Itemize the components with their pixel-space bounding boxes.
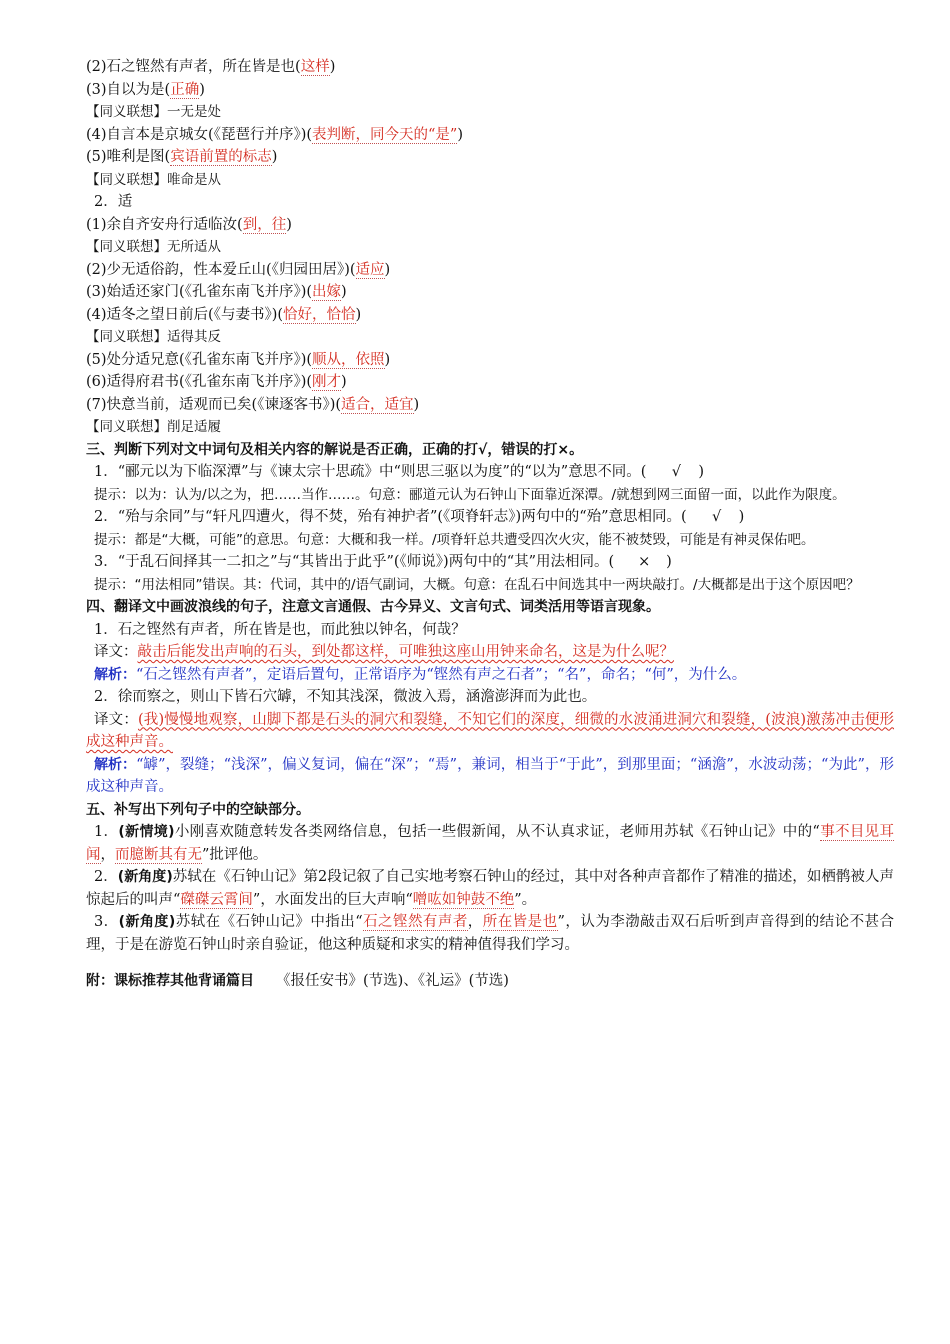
analysis-text: “石之铿然有声者”，定语后置句，正常语序为“铿然有声之石者”；“名”，命名；“何”，为什么。 — [136, 666, 747, 683]
answer-text: 事不目见耳闻 — [86, 824, 894, 863]
item-line: (3)自以为是(正确) — [86, 81, 205, 98]
translation: 译文：敲击后能发出声响的石头，到处都这样，可唯独这座山用钟来命名，这是为什么呢？ — [94, 644, 674, 660]
appendix-label: 附：课标推荐其他背诵篇目 — [86, 973, 254, 989]
synonym-tag: 【同义联想】无所适从 — [86, 239, 221, 255]
appendix — [86, 970, 894, 993]
question: 3．“于乱石间择其一二扣之”与“其皆出于此乎”(《师说》)两句中的“其”用法相同。( × ) — [86, 551, 894, 574]
answer-text: 刚才 — [312, 374, 342, 390]
word-heading: 2．适 — [94, 194, 133, 210]
answer-text: 正确 — [170, 81, 200, 98]
answer-text: 而臆断其有无 — [115, 846, 202, 863]
appendix-items: 《报任安书》(节选)、《礼运》(节选) — [276, 973, 509, 989]
answer-text: 噌吰如钟鼓不绝 — [412, 891, 515, 908]
synonym-tag: 【同义联想】唯命是从 — [86, 171, 221, 188]
analysis-text: “罅”，裂缝；“浅深”，偏义复词，偏在“深”；“焉”，兼词，相当于“于此”，到那里面；“涵澹”，水波动荡；“为此”，形成这种声音。 — [86, 756, 894, 795]
hint-text: 提示：以为：认为/以之为，把……当作……。句意：郦道元认为石钟山下面靠近深潭。/就想到网三面留一面，以此作为限度。 — [94, 486, 846, 503]
spacer — [86, 956, 894, 970]
answer-text: 石之铿然有声者 — [362, 914, 468, 930]
judge-mark: × — [638, 554, 651, 570]
question: 2．徐而察之，则山下皆石穴罅，不知其浅深，微波入焉，涵澹澎湃而为此也。 — [94, 689, 597, 705]
answer-text: 恰好，恰恰 — [283, 306, 356, 323]
section-heading: 五、补写出下列句子中的空缺部分。 — [86, 801, 310, 818]
item-line: (5)唯利是图(宾语前置的标志) — [86, 149, 278, 165]
judge-mark: √ — [712, 509, 722, 525]
analysis-label: 解析： — [94, 666, 136, 683]
judge-mark: √ — [671, 464, 681, 480]
hint-text: 提示：“用法相同”错误。其：代词，其中的/语气副词，大概。句意：在乱石中间选其中一两块敲打。/大概都是出于这个原因吧？ — [94, 576, 860, 593]
section-heading: 四、翻译文中画波浪线的句子，注意文言通假、古今异义、文言句式、词类活用等语言现象。 — [86, 599, 660, 615]
translation: 译文：(我)慢慢地观察，山脚下都是石头的洞穴和裂缝，不知它们的深度，细微的水波涌进洞穴和裂缝，(波浪)激荡冲击便形成这种声音。 — [86, 711, 895, 750]
item-line: (5)处分适兄意(《孔雀东南飞并序》)(顺从，依照) — [86, 351, 391, 368]
answer-text: 所在皆是也 — [482, 914, 558, 930]
document-page — [86, 56, 894, 993]
question: 1．(新情境)小刚喜欢随意转发各类网络信息，包括一些假新闻，从不认真求证，老师用苏轼《石钟山记》中的“事不目见耳闻，而臆断其有无”批评他。 — [86, 824, 894, 863]
question: 1．“郦元以为下临深潭”与《谏太宗十思疏》中“则思三驱以为度”的“以为”意思不同。( √ ) — [86, 461, 894, 484]
question: 3．(新角度)苏轼在《石钟山记》中指出“石之铿然有声者，所在皆是也”，认为李渤敲击双石后听到声音得到的结论不甚合理，于是在游览石钟山时亲自验证，他这种质疑和求实的精神值得我们学习。 — [86, 914, 895, 953]
item-line: (3)始适还家门(《孔雀东南飞并序》)(出嫁) — [86, 284, 347, 300]
item-line: (4)自言本是京城女(《琵琶行并序》)(表判断，同今天的“是”) — [86, 126, 464, 143]
analysis — [86, 664, 894, 687]
answer-text: 适应 — [355, 261, 385, 278]
question: 2．(新角度)苏轼在《石钟山记》第2段记叙了自己实地考察石钟山的经过，其中对各种声音都作了精准的描述，如栖鹘被人声惊起后的叫声“磔磔云霄间”，水面发出的巨大声响“噌吰如钟鼓不绝”。 — [86, 869, 894, 908]
item-line: (7)快意当前，适观而已矣(《谏逐客书》)(适合，适宜) — [86, 396, 420, 413]
answer-text: 出嫁 — [312, 284, 342, 300]
item-line: (1)余自齐安舟行适临汝(到，往) — [86, 216, 292, 233]
answer-text: 宾语前置的标志 — [170, 149, 272, 165]
answer-text: 这样 — [300, 59, 330, 75]
analysis — [86, 754, 894, 799]
answer-text: 顺从，依照 — [312, 351, 385, 368]
answer-text: 表判断，同今天的“是” — [312, 126, 458, 143]
hint-text: 提示：都是“大概，可能”的意思。句意：大概和我一样。/项脊轩总共遭受四次火灾，能不被焚毁，可能是有神灵保佑吧。 — [94, 531, 815, 548]
section-heading: 三、判断下列对文中词句及相关内容的解说是否正确，正确的打√，错误的打×。 — [86, 441, 584, 458]
synonym-tag: 【同义联想】削足适履 — [86, 419, 221, 435]
answer-text: 磔磔云霄间 — [180, 891, 253, 908]
item-line: (2)石之铿然有声者，所在皆是也(这样) — [86, 59, 336, 75]
analysis-label: 解析： — [94, 756, 137, 773]
answer-text: 到，往 — [242, 216, 287, 233]
synonym-tag: 【同义联想】一无是处 — [86, 104, 221, 120]
question: 1．石之铿然有声者，所在皆是也，而此独以钟名，何哉？ — [94, 621, 466, 638]
item-line: (4)适冬之望日前后(《与妻书》)(恰好，恰恰) — [86, 306, 362, 323]
synonym-tag: 【同义联想】适得其反 — [86, 329, 221, 345]
item-line: (6)适得府君书(《孔雀东南飞并序》)(刚才) — [86, 374, 347, 390]
translation-text: 敲击后能发出声响的石头，到处都这样，可唯独这座山用钟来命名，这是为什么呢？ — [137, 644, 674, 660]
question: 2．“殆与余同”与“轩凡四遭火，得不焚，殆有神护者”(《项脊轩志》)两句中的“殆”意思相同。( √ ) — [86, 506, 894, 529]
translation-text: (我)慢慢地观察，山脚下都是石头的洞穴和裂缝，不知它们的深度，细微的水波涌进洞穴和裂缝，(波浪)激荡冲击便形成这种声音。 — [86, 711, 895, 750]
answer-text: 适合，适宜 — [341, 396, 414, 413]
item-line: (2)少无适俗韵，性本爱丘山(《归园田居》)(适应) — [86, 261, 391, 278]
